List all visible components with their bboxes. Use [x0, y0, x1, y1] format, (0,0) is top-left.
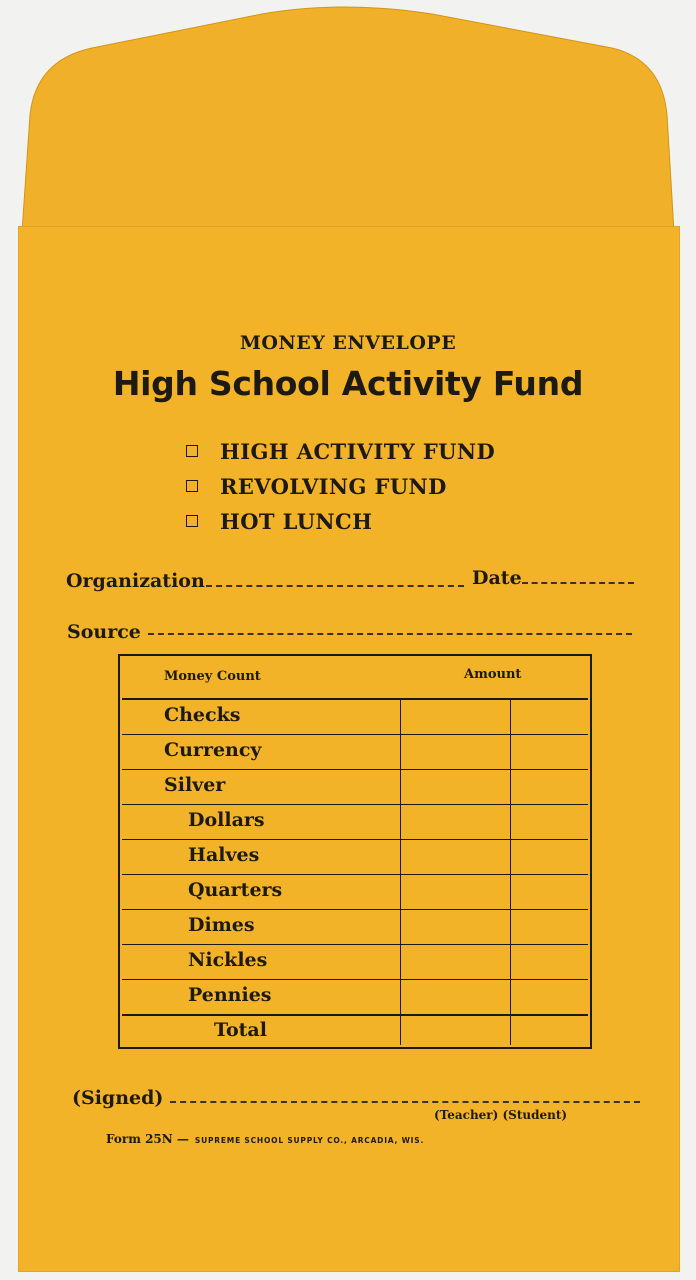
row-divider — [122, 909, 588, 910]
form-number: Form 25N — — [106, 1132, 189, 1146]
source-label: Source — [67, 621, 141, 643]
company-name: SUPREME SCHOOL SUPPLY CO., ARCADIA, WIS. — [194, 1136, 425, 1145]
table-row-label: Nickles — [188, 949, 268, 971]
row-divider — [122, 874, 588, 875]
row-divider — [122, 839, 588, 840]
table-row-label: Halves — [188, 844, 260, 866]
row-divider — [122, 804, 588, 805]
row-divider — [122, 979, 588, 980]
table-row-label: Silver — [164, 774, 226, 796]
option-label: REVOLVING FUND — [220, 474, 447, 499]
row-divider — [122, 769, 588, 770]
organization-field[interactable] — [206, 585, 464, 587]
organization-label: Organization — [66, 570, 205, 592]
amount-header: Amount — [464, 667, 522, 682]
signed-label: (Signed) — [72, 1087, 164, 1109]
checkbox-icon[interactable] — [186, 480, 198, 492]
table-row-label: Quarters — [188, 879, 283, 901]
table-row-label: Checks — [164, 704, 241, 726]
form-subtitle: MONEY ENVELOPE — [239, 332, 457, 354]
date-label: Date — [472, 567, 522, 589]
option-label: HOT LUNCH — [220, 509, 373, 534]
checkbox-icon[interactable] — [186, 515, 198, 527]
form-footer — [106, 1132, 424, 1146]
row-divider — [122, 698, 588, 700]
money-count-header: Money Count — [164, 669, 261, 684]
form-title: High School Activity Fund — [112, 364, 584, 403]
option-label: HIGH ACTIVITY FUND — [220, 439, 496, 464]
column-divider — [400, 699, 401, 1045]
option-revolving-fund[interactable] — [186, 474, 447, 500]
column-divider — [510, 699, 511, 1045]
table-row-label: Pennies — [188, 984, 272, 1006]
date-field[interactable] — [522, 582, 634, 584]
row-divider — [122, 1014, 588, 1016]
money-count-table — [118, 654, 592, 1049]
table-total-label: Total — [214, 1019, 267, 1041]
table-row-label: Dollars — [188, 809, 265, 831]
row-divider — [122, 734, 588, 735]
option-hot-lunch[interactable] — [186, 509, 372, 535]
option-high-activity-fund[interactable] — [186, 439, 495, 465]
source-field[interactable] — [148, 633, 632, 635]
envelope-flap — [22, 0, 674, 232]
checkbox-icon[interactable] — [186, 445, 198, 457]
signature-field[interactable] — [170, 1101, 640, 1103]
row-divider — [122, 944, 588, 945]
table-row-label: Currency — [164, 739, 262, 761]
table-row-label: Dimes — [188, 914, 255, 936]
signature-roles: (Teacher) (Student) — [434, 1108, 568, 1122]
